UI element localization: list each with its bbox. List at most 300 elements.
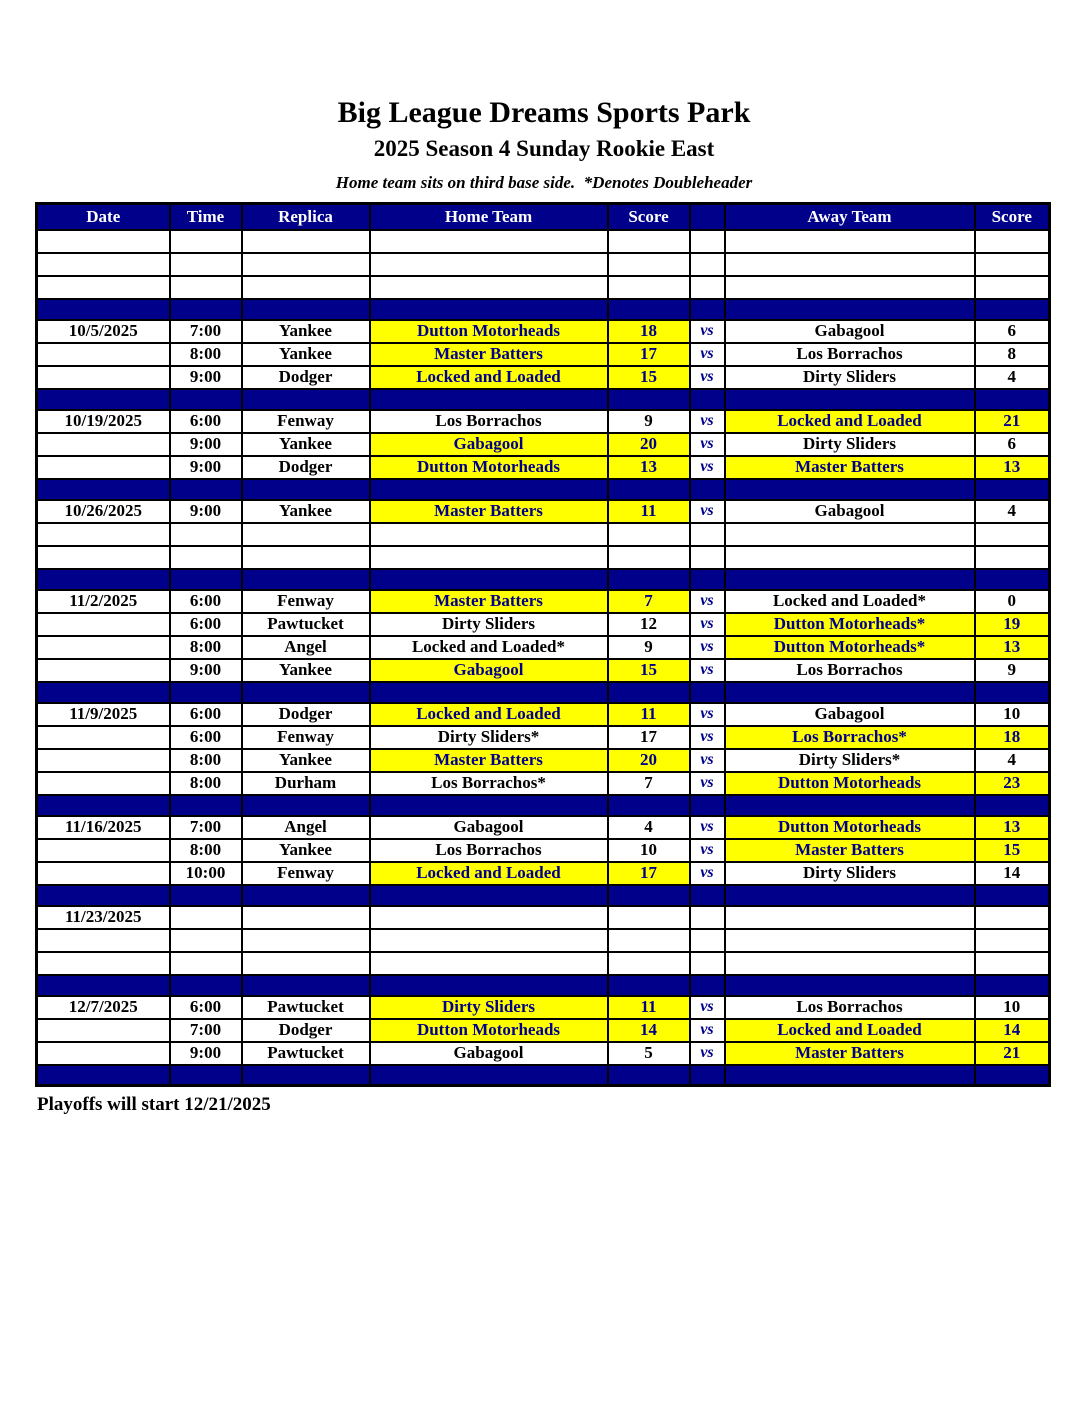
separator-cell [37,1065,170,1086]
separator-cell [608,1065,690,1086]
replica-cell [242,546,370,569]
date-cell [37,433,170,456]
separator-row [37,1065,1050,1086]
separator-cell [975,389,1050,410]
replica-cell: Angel [242,636,370,659]
time-cell [170,906,242,929]
home-score-cell: 4 [608,816,690,839]
away-score-cell [975,523,1050,546]
home-team-cell: Locked and Loaded* [370,636,608,659]
replica-cell [242,253,370,276]
replica-cell: Angel [242,816,370,839]
away-score-cell: 21 [975,1042,1050,1065]
date-cell: 12/7/2025 [37,996,170,1019]
game-row [37,749,1050,772]
separator-cell [975,569,1050,590]
away-team-cell: Dirty Sliders [725,862,975,885]
vs-cell: vs [690,500,725,523]
home-team-cell: Master Batters [370,343,608,366]
separator-cell [170,975,242,996]
date-cell [37,636,170,659]
away-score-cell: 21 [975,410,1050,433]
home-score-cell: 5 [608,1042,690,1065]
schedule-table [35,202,1051,1087]
vs-cell: vs [690,703,725,726]
home-score-cell: 18 [608,320,690,343]
home-score-cell: 11 [608,703,690,726]
page-note: Home team sits on third base side. *Denotes Doubleheader [335,173,753,192]
col-header-home-score: Score [608,204,690,230]
separator-row [37,389,1050,410]
separator-cell [690,795,725,816]
vs-cell: vs [690,456,725,479]
separator-cell [975,885,1050,906]
date-cell [37,749,170,772]
away-team-cell [725,523,975,546]
home-score-cell: 10 [608,839,690,862]
date-cell [37,726,170,749]
date-cell: 11/2/2025 [37,590,170,613]
game-row [37,636,1050,659]
away-score-cell: 15 [975,839,1050,862]
separator-cell [975,1065,1050,1086]
away-score-cell [975,546,1050,569]
replica-cell: Yankee [242,749,370,772]
away-score-cell: 6 [975,320,1050,343]
time-cell: 8:00 [170,343,242,366]
vs-cell: vs [690,343,725,366]
home-team-cell: Dirty Sliders [370,613,608,636]
col-header-date: Date [37,204,170,230]
separator-cell [370,479,608,500]
vs-cell: vs [690,366,725,389]
home-score-cell [608,929,690,952]
separator-cell [37,389,170,410]
away-score-cell: 8 [975,343,1050,366]
separator-row [37,795,1050,816]
time-cell: 9:00 [170,1042,242,1065]
away-score-cell: 13 [975,816,1050,839]
separator-cell [37,795,170,816]
separator-cell [690,975,725,996]
empty-row [37,276,1050,299]
time-cell: 6:00 [170,613,242,636]
separator-cell [975,682,1050,703]
date-cell [37,1042,170,1065]
game-row [37,816,1050,839]
vs-cell [690,253,725,276]
away-team-cell: Locked and Loaded [725,1019,975,1042]
time-cell: 8:00 [170,772,242,795]
home-score-cell: 15 [608,659,690,682]
time-cell [170,952,242,975]
away-team-cell: Gabagool [725,500,975,523]
date-cell [37,613,170,636]
separator-cell [725,1065,975,1086]
separator-cell [37,299,170,320]
away-team-cell: Dutton Motorheads* [725,613,975,636]
home-team-cell: Master Batters [370,500,608,523]
home-team-cell [370,952,608,975]
away-score-cell: 23 [975,772,1050,795]
home-team-cell: Los Borrachos [370,410,608,433]
separator-cell [725,682,975,703]
away-team-cell: Master Batters [725,839,975,862]
game-row [37,659,1050,682]
home-score-cell [608,952,690,975]
home-score-cell: 11 [608,500,690,523]
time-cell: 9:00 [170,659,242,682]
home-team-cell: Master Batters [370,590,608,613]
away-team-cell: Locked and Loaded [725,410,975,433]
away-score-cell [975,906,1050,929]
schedule-table-body [37,230,1050,1086]
away-team-cell: Master Batters [725,456,975,479]
away-score-cell [975,276,1050,299]
away-team-cell: Master Batters [725,1042,975,1065]
game-row [37,456,1050,479]
replica-cell: Fenway [242,410,370,433]
separator-cell [690,569,725,590]
replica-cell: Yankee [242,433,370,456]
replica-cell: Fenway [242,862,370,885]
separator-cell [242,975,370,996]
away-score-cell: 13 [975,456,1050,479]
date-cell: 11/9/2025 [37,703,170,726]
date-cell: 10/5/2025 [37,320,170,343]
separator-cell [975,299,1050,320]
away-team-cell: Gabagool [725,703,975,726]
away-score-cell: 6 [975,433,1050,456]
away-score-cell: 9 [975,659,1050,682]
separator-cell [37,975,170,996]
away-team-cell [725,546,975,569]
replica-cell: Dodger [242,456,370,479]
separator-cell [170,569,242,590]
separator-cell [370,299,608,320]
date-cell [37,253,170,276]
separator-cell [370,795,608,816]
away-team-cell [725,253,975,276]
empty-row [37,523,1050,546]
home-score-cell: 17 [608,862,690,885]
time-cell [170,253,242,276]
date-cell [37,839,170,862]
vs-cell: vs [690,613,725,636]
separator-cell [608,795,690,816]
vs-cell: vs [690,839,725,862]
time-cell: 7:00 [170,320,242,343]
separator-cell [725,299,975,320]
away-team-cell: Dirty Sliders* [725,749,975,772]
separator-cell [170,299,242,320]
game-row [37,726,1050,749]
date-cell [37,366,170,389]
home-team-cell: Los Borrachos [370,839,608,862]
date-cell [37,1019,170,1042]
home-team-cell [370,546,608,569]
away-team-cell: Gabagool [725,320,975,343]
date-cell [37,862,170,885]
replica-cell: Dodger [242,366,370,389]
empty-row [37,952,1050,975]
date-cell: 10/26/2025 [37,500,170,523]
home-team-cell: Gabagool [370,1042,608,1065]
date-cell [37,456,170,479]
replica-cell: Durham [242,772,370,795]
col-header-home-team: Home Team [370,204,608,230]
empty-row [37,929,1050,952]
separator-cell [242,479,370,500]
separator-cell [242,389,370,410]
col-header-away-score: Score [975,204,1050,230]
separator-row [37,975,1050,996]
away-score-cell: 4 [975,749,1050,772]
col-header-spacer [690,204,725,230]
away-score-cell: 13 [975,636,1050,659]
col-header-away-team: Away Team [725,204,975,230]
away-score-cell: 10 [975,703,1050,726]
separator-cell [242,1065,370,1086]
replica-cell [242,929,370,952]
home-score-cell: 13 [608,456,690,479]
time-cell: 7:00 [170,816,242,839]
home-team-cell: Dutton Motorheads [370,1019,608,1042]
game-row [37,590,1050,613]
separator-cell [37,885,170,906]
game-row [37,772,1050,795]
home-score-cell: 7 [608,590,690,613]
away-team-cell: Dirty Sliders [725,433,975,456]
empty-row [37,546,1050,569]
separator-cell [608,479,690,500]
home-team-cell: Master Batters [370,749,608,772]
home-team-cell [370,276,608,299]
separator-cell [608,682,690,703]
away-score-cell: 0 [975,590,1050,613]
away-team-cell: Los Borrachos [725,659,975,682]
game-row [37,410,1050,433]
separator-cell [370,975,608,996]
home-team-cell [370,906,608,929]
separator-cell [370,682,608,703]
separator-cell [725,479,975,500]
away-team-cell: Dutton Motorheads* [725,636,975,659]
separator-row [37,569,1050,590]
home-score-cell [608,523,690,546]
date-cell [37,772,170,795]
home-score-cell: 7 [608,772,690,795]
away-team-cell [725,929,975,952]
replica-cell [242,276,370,299]
vs-cell: vs [690,659,725,682]
game-row [37,996,1050,1019]
time-cell: 8:00 [170,749,242,772]
time-cell [170,929,242,952]
game-row [37,703,1050,726]
replica-cell: Yankee [242,500,370,523]
home-team-cell: Los Borrachos* [370,772,608,795]
away-score-cell: 4 [975,500,1050,523]
vs-cell: vs [690,320,725,343]
home-score-cell [608,230,690,253]
home-team-cell: Gabagool [370,433,608,456]
separator-cell [170,885,242,906]
game-row [37,366,1050,389]
time-cell: 6:00 [170,726,242,749]
page-subtitle: 2025 Season 4 Sunday Rookie East [373,136,715,161]
separator-row [37,885,1050,906]
separator-cell [975,795,1050,816]
away-score-cell: 4 [975,366,1050,389]
date-cell [37,276,170,299]
replica-cell: Pawtucket [242,1042,370,1065]
away-team-cell: Dutton Motorheads [725,816,975,839]
separator-cell [690,885,725,906]
separator-cell [690,1065,725,1086]
replica-cell: Dodger [242,703,370,726]
separator-cell [37,682,170,703]
home-team-cell [370,929,608,952]
vs-cell: vs [690,726,725,749]
home-score-cell [608,906,690,929]
separator-cell [608,885,690,906]
separator-cell [690,479,725,500]
header-block [0,0,1088,193]
home-team-cell [370,253,608,276]
replica-cell: Yankee [242,320,370,343]
vs-cell: vs [690,433,725,456]
away-score-cell: 14 [975,862,1050,885]
separator-cell [975,975,1050,996]
vs-cell [690,906,725,929]
table-header-row [37,204,1050,230]
time-cell [170,276,242,299]
time-cell [170,546,242,569]
home-score-cell: 15 [608,366,690,389]
time-cell: 8:00 [170,636,242,659]
game-row [37,433,1050,456]
away-team-cell: Dutton Motorheads [725,772,975,795]
game-row [37,320,1050,343]
vs-cell [690,230,725,253]
separator-cell [690,299,725,320]
separator-cell [170,389,242,410]
away-team-cell [725,276,975,299]
vs-cell: vs [690,772,725,795]
col-header-time: Time [170,204,242,230]
home-team-cell: Locked and Loaded [370,366,608,389]
time-cell: 6:00 [170,996,242,1019]
away-score-cell: 18 [975,726,1050,749]
away-team-cell [725,230,975,253]
vs-cell: vs [690,1042,725,1065]
separator-cell [975,479,1050,500]
vs-cell: vs [690,996,725,1019]
vs-cell: vs [690,862,725,885]
date-cell: 10/19/2025 [37,410,170,433]
home-score-cell: 11 [608,996,690,1019]
away-team-cell: Los Borrachos [725,996,975,1019]
away-score-cell: 14 [975,1019,1050,1042]
separator-cell [370,569,608,590]
separator-cell [608,975,690,996]
date-cell: 11/16/2025 [37,816,170,839]
date-row [37,906,1050,929]
time-cell: 9:00 [170,433,242,456]
replica-cell: Yankee [242,659,370,682]
game-row [37,1042,1050,1065]
home-team-cell: Locked and Loaded [370,862,608,885]
empty-row [37,253,1050,276]
date-cell [37,952,170,975]
vs-cell [690,523,725,546]
separator-cell [725,975,975,996]
game-row [37,839,1050,862]
separator-cell [725,795,975,816]
replica-cell: Pawtucket [242,613,370,636]
separator-cell [37,479,170,500]
home-score-cell: 17 [608,726,690,749]
separator-cell [690,682,725,703]
time-cell: 7:00 [170,1019,242,1042]
home-score-cell [608,276,690,299]
separator-cell [37,569,170,590]
home-team-cell: Dutton Motorheads [370,320,608,343]
time-cell [170,230,242,253]
replica-cell: Fenway [242,726,370,749]
separator-row [37,479,1050,500]
vs-cell: vs [690,590,725,613]
vs-cell [690,929,725,952]
away-score-cell [975,929,1050,952]
time-cell: 9:00 [170,500,242,523]
replica-cell: Pawtucket [242,996,370,1019]
time-cell: 6:00 [170,703,242,726]
home-team-cell: Locked and Loaded [370,703,608,726]
away-team-cell: Dirty Sliders [725,366,975,389]
time-cell: 9:00 [170,456,242,479]
vs-cell: vs [690,749,725,772]
separator-cell [170,682,242,703]
game-row [37,1019,1050,1042]
separator-cell [725,569,975,590]
separator-cell [242,795,370,816]
game-row [37,862,1050,885]
home-score-cell: 17 [608,343,690,366]
separator-cell [242,299,370,320]
away-score-cell: 10 [975,996,1050,1019]
replica-cell: Dodger [242,1019,370,1042]
time-cell: 9:00 [170,366,242,389]
replica-cell [242,952,370,975]
replica-cell: Yankee [242,839,370,862]
time-cell: 8:00 [170,839,242,862]
home-score-cell [608,546,690,569]
away-score-cell [975,230,1050,253]
vs-cell: vs [690,1019,725,1042]
home-score-cell: 14 [608,1019,690,1042]
separator-cell [608,299,690,320]
vs-cell [690,546,725,569]
separator-cell [170,1065,242,1086]
separator-cell [370,1065,608,1086]
home-team-cell: Gabagool [370,659,608,682]
vs-cell: vs [690,636,725,659]
separator-cell [242,682,370,703]
home-team-cell: Dutton Motorheads [370,456,608,479]
date-cell: 11/23/2025 [37,906,170,929]
